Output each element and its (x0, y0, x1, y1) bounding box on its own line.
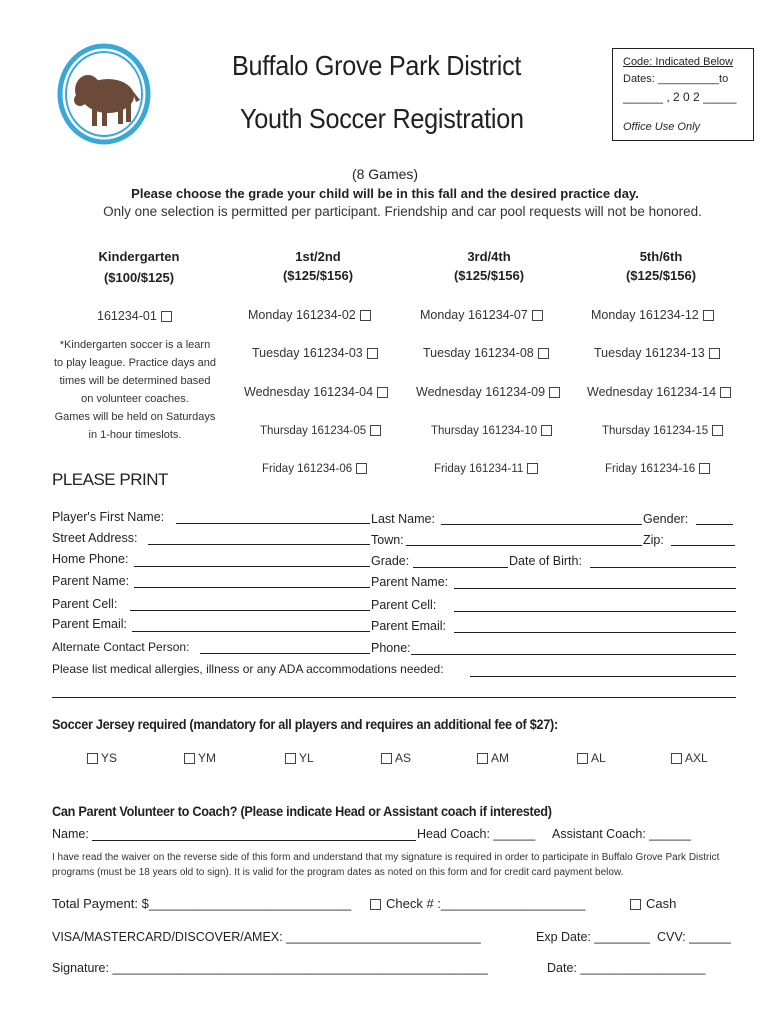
cash-option[interactable] (630, 896, 676, 911)
option-5th6th-wed[interactable] (587, 385, 731, 399)
option-label: Thursday 161234-05 (260, 425, 367, 437)
option-label: Thursday 161234-10 (431, 425, 538, 437)
option-label: Friday 161234-11 (434, 463, 524, 475)
option-5th6th-mon[interactable] (591, 308, 714, 322)
option-3rd4th-mon[interactable] (420, 308, 543, 322)
checkbox[interactable] (532, 310, 543, 321)
zip-label: Zip: (643, 533, 664, 547)
option-label: Wednesday 161234-09 (416, 385, 546, 399)
cash-label: Cash (646, 896, 677, 911)
street-label: Street Address: (52, 531, 138, 545)
alt-contact-label: Alternate Contact Person: (52, 640, 190, 654)
kinder-code: 161234-01 (97, 309, 157, 323)
head-coach-option[interactable]: Head Coach: ______ (417, 827, 536, 841)
option-label: Wednesday 161234-14 (587, 385, 717, 399)
assistant-coach-option[interactable]: Assistant Coach: ______ (552, 827, 691, 841)
kinder-note-line: times will be determined based (59, 375, 211, 387)
home-phone-field[interactable] (134, 566, 370, 567)
jersey-yl[interactable] (285, 751, 314, 765)
first-name-field[interactable] (176, 523, 370, 524)
phone-label: Phone: (371, 641, 411, 655)
jersey-axl[interactable] (671, 751, 708, 765)
grade-field[interactable] (413, 567, 508, 568)
parent-cell-2-label: Parent Cell: (371, 598, 437, 612)
home-phone-label: Home Phone: (52, 552, 129, 566)
jersey-size-label: YM (198, 751, 216, 765)
checkbox[interactable] (712, 425, 723, 436)
option-3rd4th-thu[interactable] (431, 425, 552, 437)
games-count: (8 Games) (351, 166, 419, 182)
signature[interactable]: Signature: ______________________________________________________ (52, 961, 488, 975)
jersey-size-label: YL (299, 751, 314, 765)
option-label: Tuesday 161234-03 (252, 346, 363, 360)
grade-label: Grade: (371, 554, 410, 568)
last-name-label: Last Name: (371, 512, 435, 526)
jersey-ym[interactable] (184, 751, 216, 765)
kinder-option[interactable] (97, 309, 172, 323)
office-code: Code: Indicated Below (623, 56, 734, 68)
last-name-field[interactable] (441, 524, 642, 525)
option-1st2nd-tue[interactable] (252, 346, 378, 360)
parent-email-field[interactable] (132, 631, 370, 632)
option-3rd4th-tue[interactable] (423, 346, 549, 360)
dob-field[interactable] (590, 567, 736, 568)
checkbox[interactable] (699, 463, 710, 474)
medical-field-line-2[interactable] (52, 697, 736, 698)
please-print: PLEASE PRINT (52, 470, 168, 489)
parent-name-2-label: Parent Name: (371, 575, 449, 589)
sign-date[interactable]: Date: __________________ (547, 961, 706, 975)
checkbox[interactable] (370, 899, 381, 910)
office-dates: Dates: __________to (623, 73, 729, 85)
checkbox[interactable] (285, 753, 296, 764)
office-year: ______ , 2 0 2 _____ (623, 90, 737, 104)
jersey-size-label: AXL (685, 751, 708, 765)
kinder-note-line: Games will be held on Saturdays (54, 411, 216, 423)
option-label: Tuesday 161234-08 (423, 346, 534, 360)
option-label: Monday 161234-02 (248, 308, 356, 322)
jersey-size-label: YS (101, 751, 118, 765)
option-5th6th-thu[interactable] (602, 425, 723, 437)
checkbox[interactable] (87, 753, 98, 764)
checkbox[interactable] (703, 310, 714, 321)
checkbox[interactable] (630, 899, 641, 910)
coach-name-field[interactable] (92, 840, 416, 841)
option-label: Thursday 161234-15 (602, 425, 709, 437)
checkbox[interactable] (356, 463, 367, 474)
title-registration: Youth Soccer Registration (240, 103, 524, 134)
checkbox[interactable] (377, 387, 388, 398)
option-5th6th-fri[interactable] (605, 463, 710, 475)
checkbox[interactable] (477, 753, 488, 764)
kinder-note-line: in 1-hour timeslots. (88, 429, 182, 441)
parent-name-label: Parent Name: (52, 574, 130, 588)
col-1st2nd-name: 1st/2nd (295, 249, 341, 264)
gender-field[interactable] (696, 524, 733, 525)
dob-label: Date of Birth: (509, 554, 582, 568)
parent-name-2-field[interactable] (454, 588, 736, 589)
option-label: Monday 161234-12 (591, 308, 699, 322)
exp-date[interactable]: Exp Date: ________ (536, 930, 650, 944)
col-3rd4th-price: ($125/$156) (453, 268, 525, 283)
col-kindergarten-price: ($100/$125) (103, 270, 175, 285)
parent-cell-label: Parent Cell: (52, 597, 118, 611)
jersey-size-label: AS (395, 751, 412, 765)
parent-email-2-label: Parent Email: (371, 619, 447, 633)
zip-field[interactable] (671, 545, 735, 546)
medical-label: Please list medical allergies, illness or any ADA accommodations needed: (52, 662, 444, 676)
cvv[interactable]: CVV: ______ (657, 930, 731, 944)
card-number[interactable]: VISA/MASTERCARD/DISCOVER/AMEX: ____________________________ (52, 930, 481, 944)
option-label: Friday 161234-16 (605, 463, 696, 475)
selection-note: Only one selection is permitted per participant. Friendship and car pool requests will not be honored. (103, 204, 702, 219)
alt-contact-field[interactable] (200, 653, 370, 654)
checkbox[interactable] (720, 387, 731, 398)
checkbox[interactable] (184, 753, 195, 764)
kinder-note (46, 336, 224, 444)
checkbox[interactable] (709, 348, 720, 359)
jersey-heading: Soccer Jersey required (mandatory for all players and requires an additional fee of $27): (52, 717, 558, 732)
option-3rd4th-wed[interactable] (416, 385, 560, 399)
title-park-district: Buffalo Grove Park District (232, 50, 522, 81)
option-5th6th-tue[interactable] (594, 346, 720, 360)
col-3rd4th-name: 3rd/4th (467, 249, 511, 264)
check-option[interactable] (370, 896, 586, 911)
coach-name-label: Name: (52, 827, 89, 841)
parent-name-field[interactable] (134, 587, 370, 588)
grade-instruction: Please choose the grade your child will be in this fall and the desired practice day. (131, 186, 639, 201)
col-1st2nd-price: ($125/$156) (282, 268, 354, 283)
check-label: Check # :____________________ (386, 896, 586, 911)
parent-email-2-field[interactable] (454, 632, 736, 633)
first-name-label: Player's First Name: (52, 510, 165, 524)
col-5th6th-name: 5th/6th (639, 249, 683, 264)
checkbox[interactable] (549, 387, 560, 398)
total-payment[interactable]: Total Payment: $____________________________ (52, 896, 352, 911)
jersey-size-label: AM (491, 751, 509, 765)
buffalo-icon (74, 75, 140, 126)
checkbox[interactable] (527, 463, 538, 474)
office-use-label: Office Use Only (623, 121, 701, 133)
parent-cell-2-field[interactable] (454, 611, 736, 612)
coach-heading: Can Parent Volunteer to Coach? (Please indicate Head or Assistant coach if interested) (52, 804, 552, 819)
town-label: Town: (371, 533, 404, 547)
option-label: Friday 161234-06 (262, 463, 353, 475)
checkbox[interactable] (538, 348, 549, 359)
kinder-note-line: *Kindergarten soccer is a learn (59, 339, 211, 351)
checkbox[interactable] (381, 753, 392, 764)
jersey-al[interactable] (577, 751, 606, 765)
jersey-as[interactable] (381, 751, 411, 765)
jersey-size-label: AL (591, 751, 606, 765)
medical-field[interactable] (470, 676, 736, 677)
option-1st2nd-fri[interactable] (262, 463, 367, 475)
town-field[interactable] (406, 545, 642, 546)
option-3rd4th-fri[interactable] (434, 463, 538, 475)
option-1st2nd-wed[interactable] (244, 385, 388, 399)
checkbox[interactable] (671, 753, 682, 764)
checkbox[interactable] (367, 348, 378, 359)
checkbox[interactable] (360, 310, 371, 321)
phone-field[interactable] (411, 654, 736, 655)
col-kindergarten-name: Kindergarten (98, 249, 180, 264)
logo (52, 38, 156, 150)
kinder-note-line: to play league. Practice days and (53, 357, 217, 369)
col-5th6th-price: ($125/$156) (625, 268, 697, 283)
gender-label: Gender: (643, 512, 689, 526)
jersey-am[interactable] (477, 751, 509, 765)
jersey-ys[interactable] (87, 751, 117, 765)
checkbox[interactable] (541, 425, 552, 436)
option-label: Tuesday 161234-13 (594, 346, 705, 360)
street-field[interactable] (148, 544, 370, 545)
option-1st2nd-mon[interactable] (248, 308, 371, 322)
waiver-text: I have read the waiver on the reverse side of this form and understand that my signature is required in order to participate in Buffalo Grove Park District programs (must be 18 years old to sign). It is valid for the program dates as noted on this form and for credit card payment below. (52, 852, 720, 878)
checkbox[interactable] (161, 311, 172, 322)
office-use-box (612, 48, 754, 141)
checkbox[interactable] (370, 425, 381, 436)
parent-cell-field[interactable] (130, 610, 370, 611)
option-label: Wednesday 161234-04 (244, 385, 374, 399)
option-1st2nd-thu[interactable] (260, 425, 381, 437)
option-label: Monday 161234-07 (420, 308, 528, 322)
checkbox[interactable] (577, 753, 588, 764)
kinder-note-line: on volunteer coaches. (81, 393, 189, 405)
parent-email-label: Parent Email: (52, 617, 128, 631)
